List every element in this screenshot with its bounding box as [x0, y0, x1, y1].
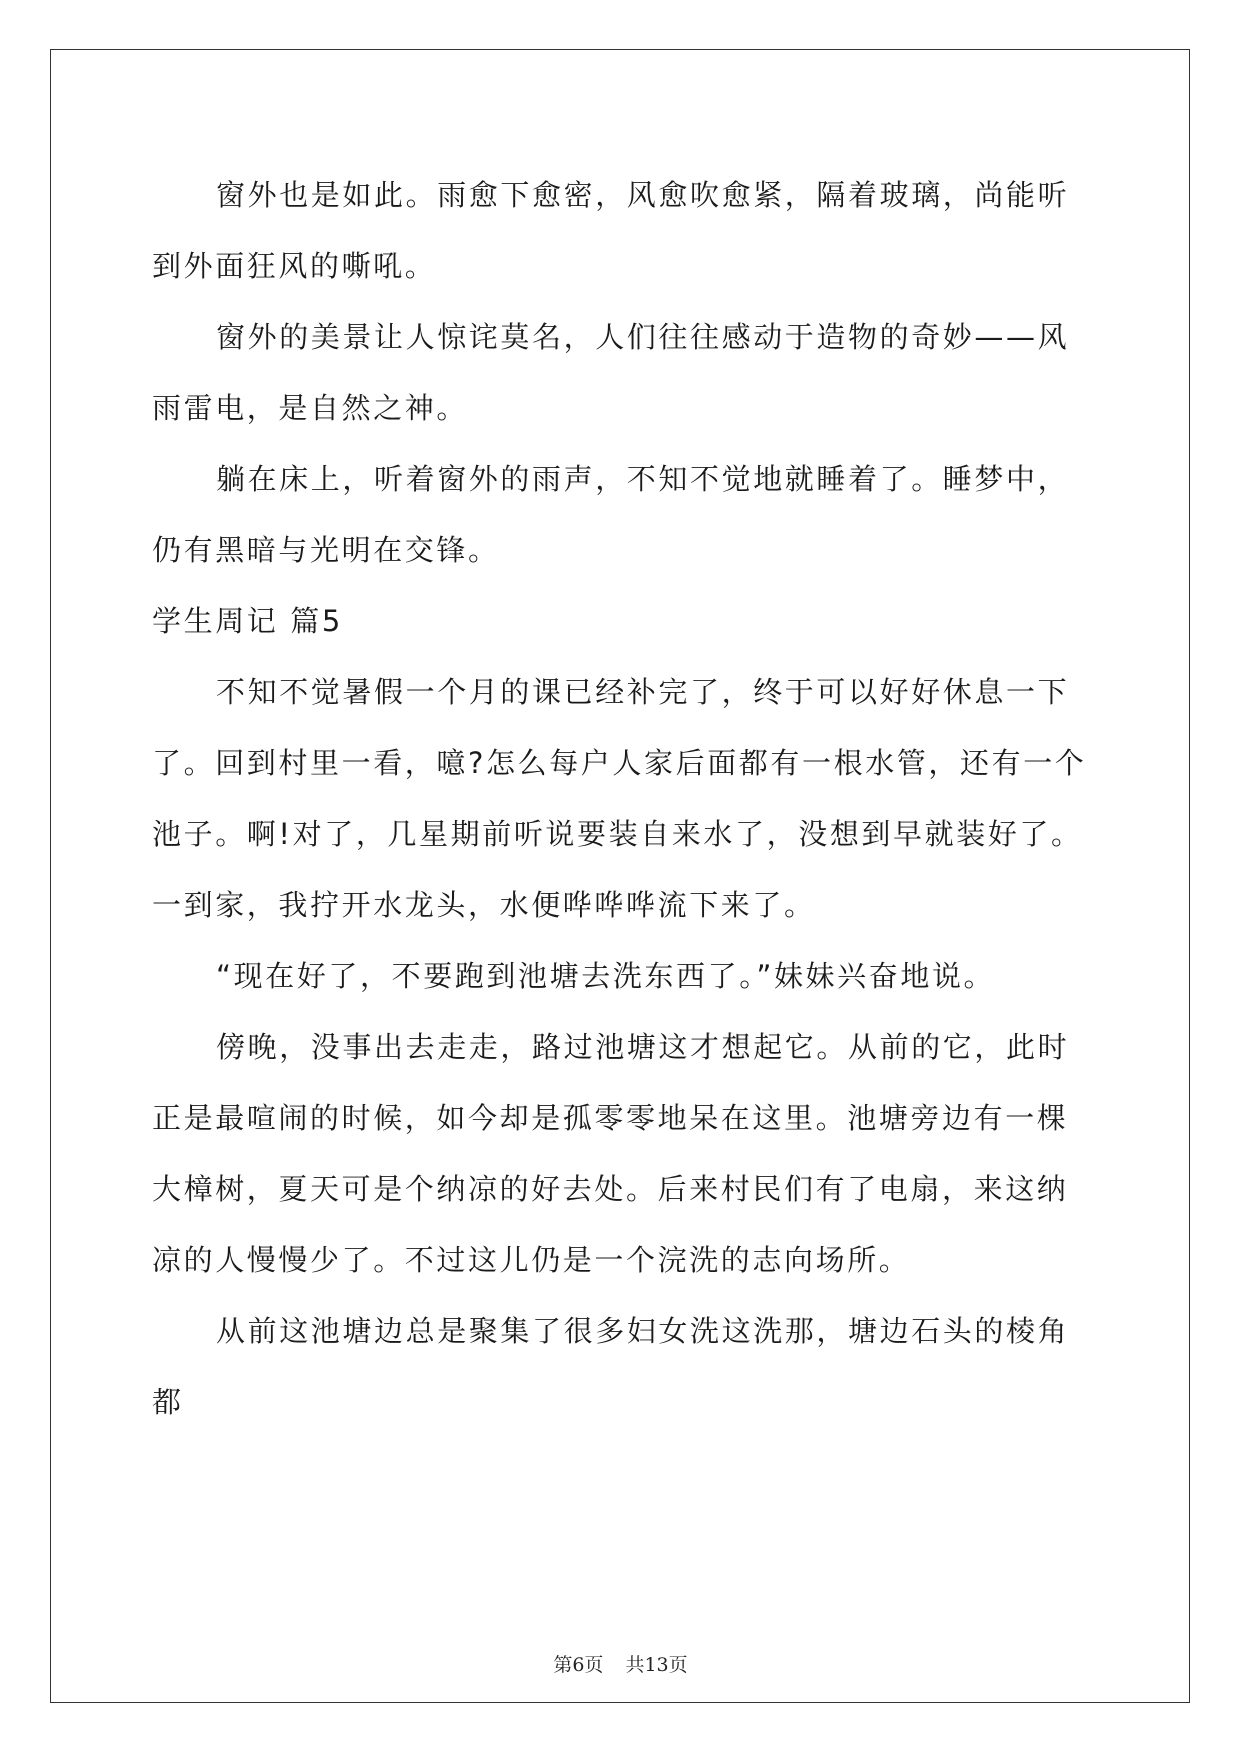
- page-number: 第6页: [553, 1654, 604, 1676]
- paragraph: 窗外的美景让人惊诧莫名，人们往往感动于造物的奇妙——风雨雷电，是自然之神。: [152, 320, 1070, 425]
- page-footer: [0, 1650, 1241, 1677]
- paragraph: “现在好了，不要跑到池塘去洗东西了。”妹妹兴奋地说。: [216, 959, 996, 993]
- section-heading: 学生周记 篇5: [152, 604, 343, 638]
- paragraph: 傍晚，没事出去走走，路过池塘这才想起它。从前的它，此时正是最喧闹的时候，如今却是孤零零地呆在这里。池塘旁边有一棵大樟树，夏天可是个纳凉的好去处。后来村民们有了电扇，来这纳凉的人慢慢少了。不过这儿仍是一个浣洗的志向场所。: [152, 1030, 1070, 1277]
- page-total: 共13页: [625, 1654, 688, 1676]
- paragraph: 不知不觉暑假一个月的课已经补完了，终于可以好好休息一下了。回到村里一看，噫?怎么每户人家后面都有一根水管，还有一个池子。啊!对了，几星期前听说要装自来水了，没想到早就装好了。一到家，我拧开水龙头，水便哗哗哗流下来了。: [152, 675, 1087, 922]
- paragraph: 从前这池塘边总是聚集了很多妇女洗这洗那，塘边石头的棱角都: [152, 1314, 1070, 1419]
- paragraph: 躺在床上，听着窗外的雨声，不知不觉地就睡着了。睡梦中，仍有黑暗与光明在交锋。: [152, 462, 1070, 567]
- paragraph: 窗外也是如此。雨愈下愈密，风愈吹愈紧，隔着玻璃，尚能听到外面狂风的嘶吼。: [152, 178, 1070, 283]
- document-body: [152, 160, 1092, 1438]
